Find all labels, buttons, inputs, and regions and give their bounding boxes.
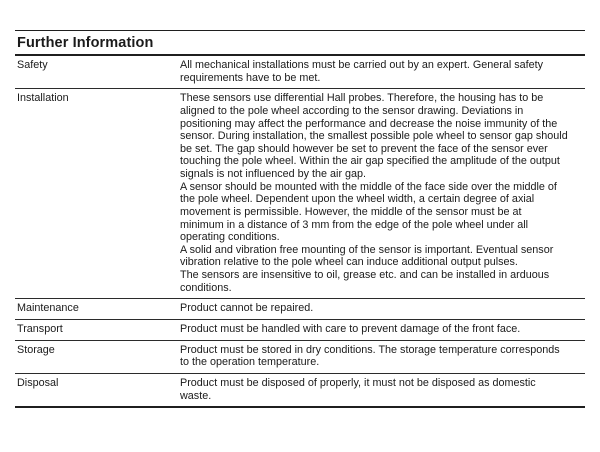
table-row (15, 374, 585, 408)
page-title: Further Information (15, 31, 585, 56)
row-label: Safety (17, 59, 48, 71)
table-row (15, 341, 585, 374)
paragraph: The sensors are insensitive to oil, grease etc. and can be installed in arduous conditions. (180, 269, 550, 294)
row-content (180, 323, 568, 336)
table-row (15, 299, 585, 320)
paragraph: All mechanical installations must be carried out by an expert. General safety requirements have to be met. (180, 59, 544, 84)
row-content (180, 344, 568, 369)
row-content (180, 377, 568, 402)
document-sheet (0, 30, 600, 408)
paragraph: A solid and vibration free mounting of the sensor is important. Eventual sensor vibration relative to the pole wheel can induce additional output pulses. (180, 243, 554, 269)
row-content (180, 302, 568, 315)
paragraph: Product must be handled with care to prevent damage of the front face. (180, 322, 521, 335)
row-label: Maintenance (17, 302, 79, 315)
table-row (15, 320, 585, 341)
row-content (180, 59, 568, 84)
paragraph: These sensors use differential Hall probes. Therefore, the housing has to be aligned to the pole wheel according to the sensor drawing. Deviations in positioning may affect the performance and decrease the noise immunity of the sensor. During installation, the smallest possible pole wheel to sensor gap should be set. The gap should however be set to prevent the face of the sensor ever touching the pole wheel. Within the air gap specified the amplitude of the output signals is not influenced by the air gap. (180, 92, 568, 180)
table-row (15, 56, 585, 89)
paragraph: A sensor should be mounted with the middle of the face side over the middle of the pole wheel. Dependent upon the wheel width, a certain degree of axial movement is permissible. However, the middle of the sensor must be at minimum in a distance of 3 mm from the edge of the pole wheel under all operating conditions. (180, 180, 557, 244)
row-content (180, 92, 568, 294)
row-label: Transport (17, 322, 63, 335)
paragraph: Product must be disposed of properly, it must not be disposed as domestic waste. (180, 376, 536, 402)
table-row (15, 89, 585, 299)
info-table (15, 56, 585, 408)
row-label: Storage (17, 343, 55, 356)
row-label: Installation (17, 92, 69, 105)
paragraph: Product cannot be repaired. (180, 302, 314, 315)
paragraph: Product must be stored in dry conditions. The storage temperature corresponds to the operation temperature. (180, 343, 560, 369)
row-label: Disposal (17, 376, 59, 389)
